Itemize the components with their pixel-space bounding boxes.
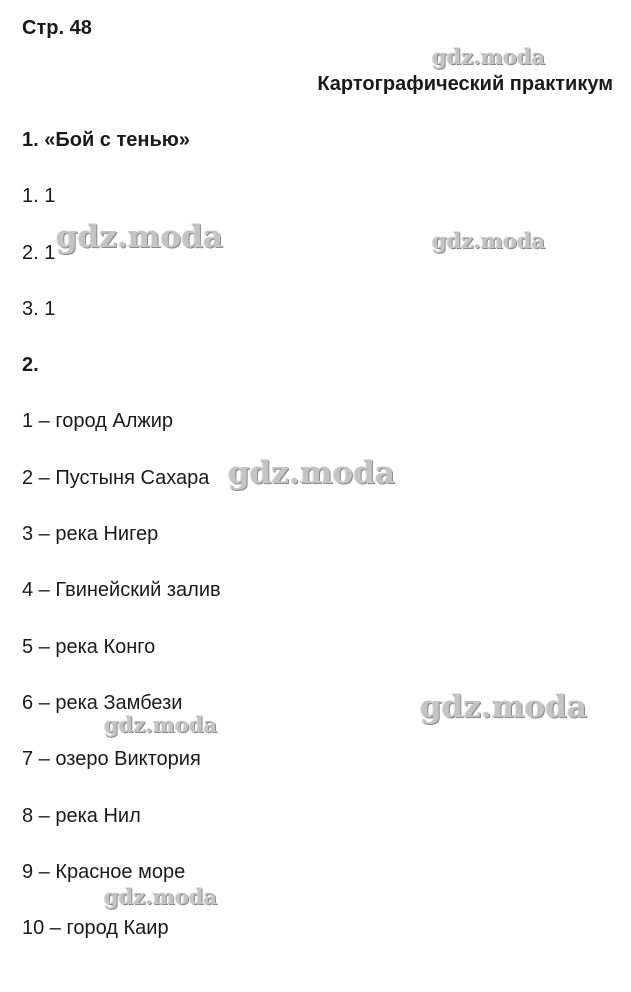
task2-item-5: 5 – река Конго: [22, 636, 156, 658]
watermark: gdz.moda: [104, 712, 218, 737]
watermark: gdz.moda: [104, 884, 218, 909]
task1-heading: 1. «Бой с тенью»: [22, 129, 190, 151]
page-number: Стр. 48: [22, 17, 92, 39]
task2-item-1: 1 – город Алжир: [22, 410, 174, 432]
watermark: gdz.moda: [56, 219, 223, 255]
task2-item-7: 7 – озеро Виктория: [22, 748, 201, 770]
task2-item-10: 10 – город Каир: [22, 917, 169, 939]
task2-item-8: 8 – река Нил: [22, 805, 141, 827]
section-title: Картографический практикум: [317, 73, 613, 95]
watermark: gdz.moda: [432, 228, 546, 253]
watermark: gdz.moda: [432, 44, 546, 69]
task2-item-3: 3 – река Нигер: [22, 523, 159, 545]
watermark: gdz.moda: [228, 455, 395, 491]
watermark: gdz.moda: [420, 689, 587, 725]
task2-item-6: 6 – река Замбези: [22, 692, 183, 714]
task2-item-4: 4 – Гвинейский залив: [22, 579, 221, 601]
task2-heading: 2.: [22, 354, 39, 376]
task2-item-9: 9 – Красное море: [22, 861, 186, 883]
task1-answer-2: 2. 1: [22, 242, 56, 264]
task1-answer-1: 1. 1: [22, 185, 56, 207]
task2-item-2: 2 – Пустыня Сахара: [22, 467, 210, 489]
task1-answer-3: 3. 1: [22, 298, 56, 320]
